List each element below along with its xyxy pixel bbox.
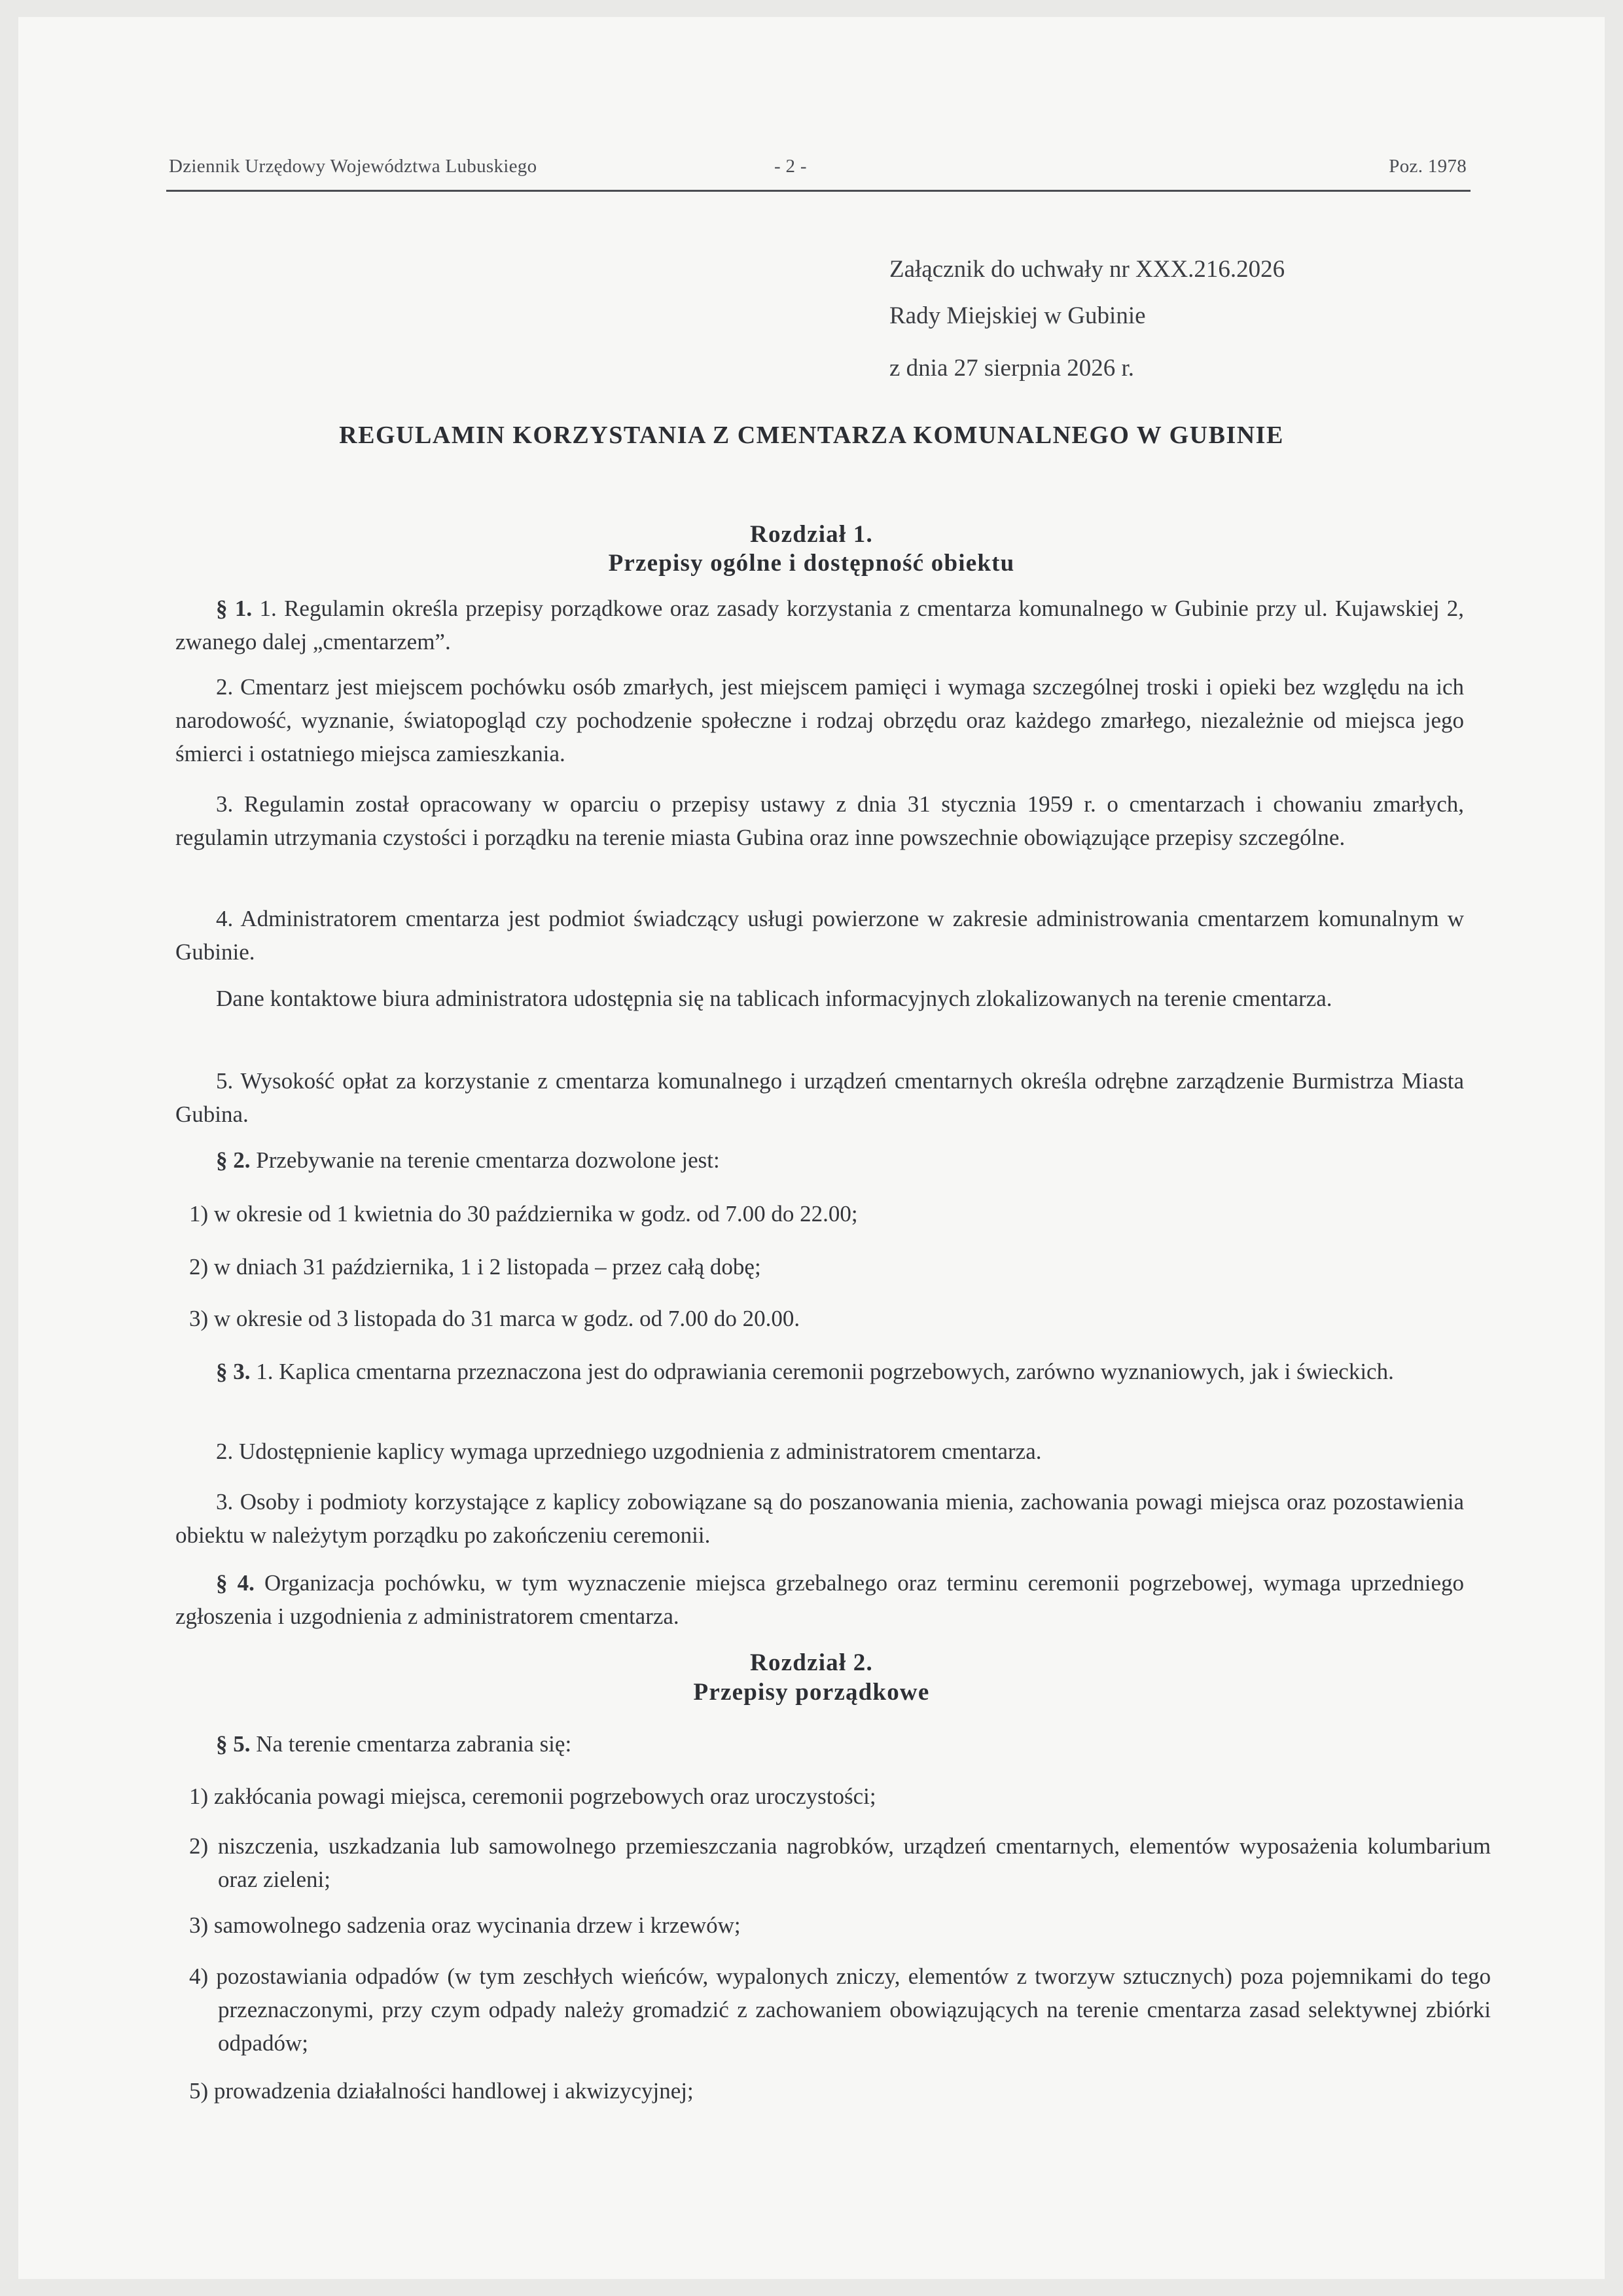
- section-3-paragraph-3: 3. Osoby i podmioty korzystające z kaplicy zobowiązane są do poszanowania mienia, zachowania powagi miejsca oraz pozostawienia obiektu w należytym porządku po zakończeniu ceremonii.: [175, 1489, 1464, 1548]
- annex-line-2: Rady Miejskiej w Gubinie: [889, 302, 1146, 329]
- page-number: - 2 -: [774, 156, 807, 177]
- section-3-paragraph-1: § 3. 1. Kaplica cmentarna przeznaczona jest do odprawiania ceremonii pogrzebowych, zarówno wyznaniowych, jak i świeckich.: [216, 1359, 1394, 1384]
- chapter-1-number: Rozdział 1.: [750, 521, 873, 548]
- section-1-mark: § 1.: [216, 596, 253, 621]
- section-1-paragraph-1: § 1. 1. Regulamin określa przepisy porządkowe oraz zasady korzystania z cmentarza komunalnego w Gubinie przy ul. Kujawskiej 2, zwanego dalej „cmentarzem”.: [175, 596, 1465, 655]
- position-number: Poz. 1978: [1389, 156, 1467, 177]
- section-1-paragraph-4: 4. Administratorem cmentarza jest podmiot świadczący usługi powierzone w zakresie administrowania cmentarzem komunalnym w Gubinie.: [175, 906, 1464, 965]
- section-1-paragraph-2: 2. Cmentarz jest miejscem pochówku osób zmarłych, jest miejscem pamięci i wymaga szczególnej troski i opieki bez względu na ich narodowość, wyznanie, światopogląd czy pochodzenie społeczne i rodzaj obrzędu oraz każdego zmarłego, niezależnie od miejsca jego śmierci i ostatniego miejsca zamieszkania.: [175, 674, 1464, 766]
- section-3-mark: § 3.: [216, 1359, 251, 1384]
- section-3-paragraph-2: 2. Udostępnienie kaplicy wymaga uprzedniego uzgodnienia z administratorem cmentarza.: [216, 1439, 1042, 1464]
- header-divider: [166, 190, 1471, 192]
- section-2-item-2: 2) w dniach 31 października, 1 i 2 listopada – przez całą dobę;: [189, 1254, 761, 1280]
- section-1-paragraph-5: 5. Wysokość opłat za korzystanie z cmentarza komunalnego i urządzeń cmentarnych określa odrębne zarządzenie Burmistrza Miasta Gubina.: [175, 1068, 1464, 1127]
- section-5-intro: § 5. Na terenie cmentarza zabrania się:: [216, 1731, 572, 1757]
- journal-name: Dziennik Urzędowy Województwa Lubuskiego: [169, 156, 537, 177]
- annex-line-3: z dnia 27 sierpnia 2026 r.: [889, 355, 1135, 382]
- chapter-2-name: Przepisy porządkowe: [693, 1679, 930, 1706]
- section-5-item-1: 1) zakłócania powagi miejsca, ceremonii pogrzebowych oraz uroczystości;: [189, 1784, 876, 1809]
- section-5-item-4: 4) pozostawiania odpadów (w tym zeschłych wieńców, wypalonych zniczy, elementów z tworzyw sztucznych) poza pojemnikami do tego przeznaczonymi, przy czym odpady należy gromadzić z zachowaniem obowiązujących na terenie cmentarza zasad selektywnej zbiórki odpadów;: [189, 1964, 1491, 2056]
- chapter-2-number: Rozdział 2.: [750, 1649, 873, 1676]
- chapter-1-name: Przepisy ogólne i dostępność obiektu: [608, 550, 1015, 577]
- section-2-intro: § 2. Przebywanie na terenie cmentarza dozwolone jest:: [216, 1147, 720, 1173]
- section-4-mark: § 4.: [216, 1570, 255, 1596]
- section-5-item-2: 2) niszczenia, uszkadzania lub samowolnego przemieszczania nagrobków, urządzeń cmentarnych, elementów wyposażenia kolumbarium oraz zieleni;: [189, 1833, 1491, 1892]
- document-title: REGULAMIN KORZYSTANIA Z CMENTARZA KOMUNALNEGO W GUBINIE: [339, 422, 1284, 449]
- section-5-item-3: 3) samowolnego sadzenia oraz wycinania drzew i krzewów;: [189, 1912, 741, 1938]
- section-1-paragraph-4-contact: Dane kontaktowe biura administratora udostępnia się na tablicach informacyjnych zlokalizowanych na terenie cmentarza.: [216, 986, 1332, 1011]
- section-5-item-5: 5) prowadzenia działalności handlowej i akwizycyjnej;: [189, 2078, 694, 2104]
- annex-line-1: Załącznik do uchwały nr XXX.216.2026: [889, 256, 1285, 283]
- section-5-mark: § 5.: [216, 1731, 251, 1757]
- section-2-item-3: 3) w okresie od 3 listopada do 31 marca w godz. od 7.00 do 20.00.: [189, 1306, 800, 1331]
- section-2-mark: § 2.: [216, 1147, 251, 1173]
- section-1-paragraph-3: 3. Regulamin został opracowany w oparciu o przepisy ustawy z dnia 31 stycznia 1959 r. o cmentarzach i chowaniu zmarłych, regulamin utrzymania czystości i porządku na terenie miasta Gubina oraz inne powszechnie obowiązujące przepisy szczególne.: [175, 791, 1464, 850]
- section-2-item-1: 1) w okresie od 1 kwietnia do 30 października w godz. od 7.00 do 22.00;: [189, 1201, 858, 1227]
- section-4-paragraph: § 4. Organizacja pochówku, w tym wyznaczenie miejsca grzebalnego oraz terminu ceremonii pogrzebowej, wymaga uprzedniego zgłoszenia i uzgodnienia z administratorem cmentarza.: [175, 1570, 1465, 1629]
